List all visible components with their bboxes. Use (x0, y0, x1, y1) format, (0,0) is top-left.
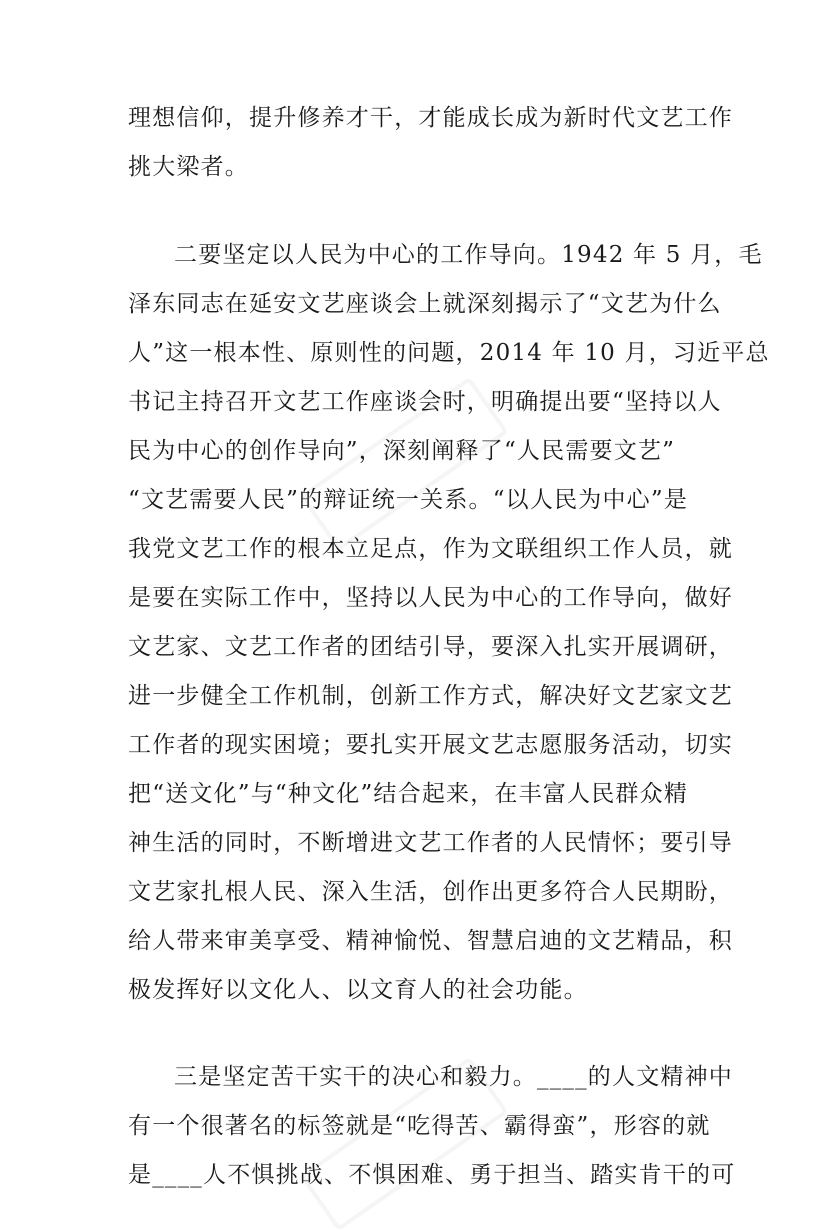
text-line: 进一步健全工作机制，创新工作方式，解决好文艺家文艺 (128, 683, 733, 709)
text-line: 神生活的同时，不断增进文艺工作者的人民情怀；要引导 (128, 830, 733, 856)
text-line: 工作者的现实困境；要扎实开展文艺志愿服务活动，切实 (128, 732, 733, 758)
text-line: 人”这一根本性、原则性的问题，2014 年 10 月，习近平总 (128, 340, 770, 366)
text-line: 是____人不惧挑战、不惧困难、勇于担当、踏实肯干的可 (128, 1162, 736, 1188)
text-line: 泽东同志在延安文艺座谈会上就深刻揭示了“文艺为什么 (128, 291, 722, 317)
paragraph-3-first-line: 三是坚定苦干实干的决心和毅力。____的人文精神中 (174, 1064, 733, 1090)
text-line: 极发挥好以文化人、以文育人的社会功能。 (128, 977, 588, 1003)
text-line: 是要在实际工作中，坚持以人民为中心的工作导向，做好 (128, 585, 733, 611)
text-line: 有一个很著名的标签就是“吃得苦、霸得蛮”，形容的就 (128, 1113, 711, 1139)
text-line: 民为中心的创作导向”，深刻阐释了“人民需要文艺” (128, 438, 676, 464)
text-line: 把“送文化”与“种文化”结合起来，在丰富人民群众精 (128, 781, 689, 807)
text-line: 文艺家扎根人民、深入生活，创作出更多符合人民期盼， (128, 879, 733, 905)
text-line: 文艺家、文艺工作者的团结引导，要深入扎实开展调研， (128, 634, 733, 660)
text-line: “文艺需要人民”的辩证统一关系。“以人民为中心”是 (128, 487, 689, 513)
text-line: 挑大梁者。 (128, 154, 249, 180)
text-line: 我党文艺工作的根本立足点，作为文联组织工作人员，就 (128, 536, 733, 562)
text-line: 理想信仰，提升修养才干，才能成长成为新时代文艺工作 (128, 105, 733, 131)
paragraph-2-first-line: 二要坚定以人民为中心的工作导向。1942 年 5 月，毛 (174, 242, 763, 268)
text-line: 给人带来审美享受、精神愉悦、智慧启迪的文艺精品，积 (128, 928, 733, 954)
text-line: 书记主持召开文艺工作座谈会时，明确提出要“坚持以人 (128, 389, 722, 415)
